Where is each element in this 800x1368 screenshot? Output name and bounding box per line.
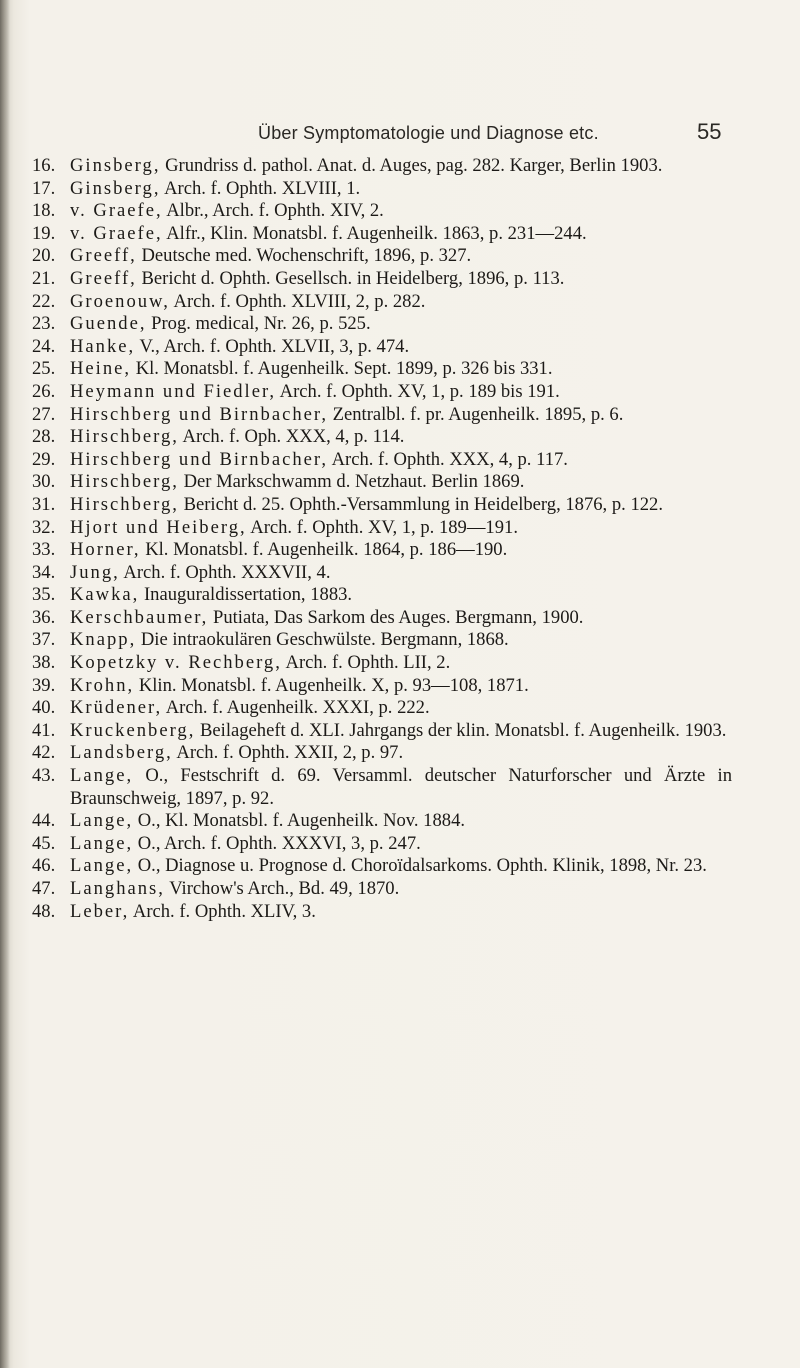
reference-author: Hirschberg, [70,426,179,448]
reference-author: Leber, [70,900,130,922]
reference-number: 24. [32,335,56,357]
reference-author: Hanke, [70,335,136,357]
reference-number: 34. [32,561,56,583]
reference-number: 29. [32,448,56,470]
reference-entry [32,810,732,833]
reference-citation: Arch. f. Ophth. XXXVII, 4. [119,561,331,583]
reference-author: Kruckenberg, [70,719,196,741]
reference-number: 22. [32,290,56,312]
reference-number: 21. [32,267,56,289]
reference-author: Ginsberg, [70,177,161,199]
reference-number: 37. [32,629,56,651]
reference-author: Hirschberg und Birnbacher, [70,403,328,425]
reference-entry [32,878,732,901]
reference-number: 38. [32,652,56,674]
reference-number: 32. [32,516,56,538]
reference-citation: Albr., Arch. f. Ophth. XIV, 2. [162,200,384,222]
reference-citation: Virchow's Arch., Bd. 49, 1870. [164,878,400,899]
reference-entry [32,833,732,856]
page-number: 55 [697,119,722,144]
reference-author: Kerschbaumer, [70,606,209,628]
reference-number: 28. [32,426,56,448]
reference-number: 36. [32,606,56,628]
reference-citation: Bericht d. Ophth. Gesellsch. in Heidelberg, 1896, p. 113. [136,267,565,289]
reference-number: 23. [32,313,56,335]
reference-citation: Deutsche med. Wochenschrift, 1896, p. 327. [136,245,472,267]
reference-citation: Prog. medical, Nr. 26, p. 525. [146,313,371,335]
reference-entry [32,562,732,585]
reference-author: Ginsberg, [70,155,161,176]
reference-author: Heymann und Fiedler, [70,380,277,402]
reference-number: 40. [32,697,56,719]
reference-entry [32,449,732,472]
reference-number: 48. [32,900,56,922]
reference-entry [32,607,732,630]
reference-entry [32,494,732,517]
reference-entry [32,291,732,314]
reference-citation: Kl. Monatsbl. f. Augenheilk. 1864, p. 186—190. [140,539,508,561]
reference-number: 47. [32,878,56,899]
reference-citation: Klin. Monatsbl. f. Augenheilk. X, p. 93—108, 1871. [134,674,529,696]
reference-number: 26. [32,380,56,402]
reference-citation: O., Festschrift d. 69. Versamml. deutscher Naturforscher und Ärzte in Braunschweig, 1897, p. 92. [70,765,732,809]
reference-author: Greeff, [70,267,137,289]
reference-number: 25. [32,358,56,380]
reference-author: Landsberg, [70,742,173,764]
book-spine-shadow [0,0,10,1368]
reference-number: 31. [32,493,56,515]
reference-citation: Putiata, Das Sarkom des Auges. Bergmann, 1900. [208,606,584,628]
reference-entry [32,539,732,562]
reference-citation: Arch. f. Ophth. XXX, 4, p. 117. [327,448,568,470]
reference-author: Hirschberg und Birnbacher, [70,448,328,470]
reference-citation: O., Arch. f. Ophth. XXXVI, 3, p. 247. [133,832,421,854]
reference-author: Krüdener, [70,697,163,719]
reference-entry [32,404,732,427]
reference-author: Horner, [70,539,141,561]
reference-number: 45. [32,832,56,854]
reference-number: 27. [32,403,56,425]
reference-citation: O., Diagnose u. Prognose d. Choroïdalsarkoms. Ophth. Klinik, 1898, Nr. 23. [133,855,707,877]
reference-author: v. Graefe, [70,222,163,244]
reference-number: 46. [32,855,56,877]
reference-citation: Arch. f. Ophth. XLIV, 3. [129,900,316,922]
reference-number: 41. [32,719,56,741]
reference-citation: Inauguraldissertation, 1883. [139,584,353,606]
reference-number: 43. [32,765,56,787]
reference-author: v. Graefe, [70,200,163,222]
reference-citation: Arch. f. Ophth. XV, 1, p. 189 bis 191. [276,380,560,402]
reference-author: Hirschberg, [70,493,179,515]
reference-entry [32,855,732,878]
reference-citation: Alfr., Klin. Monatsbl. f. Augenheilk. 1863, p. 231—244. [162,222,587,244]
reference-citation: Bericht d. 25. Ophth.-Versammlung in Heidelberg, 1876, p. 122. [178,493,663,515]
reference-entry [32,652,732,675]
reference-citation: Arch. f. Augenheilk. XXXI, p. 222. [162,697,430,719]
reference-number: 20. [32,245,56,267]
reference-citation: Der Markschwamm d. Netzhaut. Berlin 1869. [178,471,525,493]
reference-entry [32,765,732,810]
reference-author: Krohn, [70,674,135,696]
reference-number: 42. [32,742,56,764]
reference-author: Knapp, [70,629,137,651]
reference-author: Kawka, [70,584,140,606]
reference-author: Greeff, [70,245,137,267]
reference-author: Hjort und Heiberg, [70,516,247,538]
reference-entry [32,336,732,359]
reference-citation: Arch. f. Ophth. LII, 2. [281,652,451,674]
reference-number: 35. [32,584,56,606]
reference-citation: Kl. Monatsbl. f. Augenheilk. Sept. 1899, p. 326 bis 331. [131,358,553,380]
reference-citation: Arch. f. Ophth. XV, 1, p. 189—191. [246,516,518,538]
reference-entry [32,901,732,924]
running-header: Über Symptomatologie und Diagnose etc. [258,123,599,143]
reference-number: 30. [32,471,56,493]
reference-entry [32,155,732,178]
reference-number: 17. [32,177,56,199]
reference-list [32,155,732,923]
reference-author: Kopetzky v. Rechberg, [70,652,282,674]
reference-number: 19. [32,222,56,244]
reference-entry [32,517,732,540]
reference-entry [32,584,732,607]
reference-number: 33. [32,539,56,561]
reference-entry [32,697,732,720]
reference-number: 44. [32,810,56,832]
reference-author: Lange, [70,765,134,787]
reference-author: Lange, [70,855,134,877]
reference-citation: Die intraokulären Geschwülste. Bergmann, 1868. [136,629,509,651]
reference-entry [32,471,732,494]
reference-entry [32,268,732,291]
reference-citation: V., Arch. f. Ophth. XLVII, 3, p. 474. [135,335,410,357]
reference-entry [32,200,732,223]
reference-entry [32,675,732,698]
reference-author: Lange, [70,832,134,854]
reference-author: Groenouw, [70,290,170,312]
reference-author: Jung, [70,561,120,583]
reference-citation: O., Kl. Monatsbl. f. Augenheilk. Nov. 1884. [133,810,466,832]
reference-entry [32,720,732,743]
reference-citation: Arch. f. Ophth. XXII, 2, p. 97. [172,742,404,764]
reference-author: Heine, [70,358,132,380]
reference-citation: Grundriss d. pathol. Anat. d. Auges, pag. 282. Karger, Berlin 1903. [160,155,663,176]
reference-entry [32,742,732,765]
reference-entry [32,223,732,246]
reference-citation: Arch. f. Oph. XXX, 4, p. 114. [178,426,405,448]
reference-citation: Arch. f. Ophth. XLVIII, 1. [160,177,361,199]
reference-author: Lange, [70,810,134,832]
reference-number: 39. [32,674,56,696]
reference-entry [32,381,732,404]
reference-author: Hirschberg, [70,471,179,493]
reference-entry [32,313,732,336]
reference-entry [32,178,732,201]
reference-citation: Beilageheft d. XLI. Jahrgangs der klin. Monatsbl. f. Augenheilk. 1903. [195,719,727,741]
reference-citation: Zentralbl. f. pr. Augenheilk. 1895, p. 6. [327,403,624,425]
reference-entry [32,426,732,449]
reference-number: 16. [32,155,56,176]
reference-number: 18. [32,200,56,222]
reference-citation: Arch. f. Ophth. XLVIII, 2, p. 282. [169,290,426,312]
reference-author: Langhans, [70,878,165,899]
reference-entry [32,629,732,652]
reference-entry [32,245,732,268]
reference-entry [32,358,732,381]
reference-author: Guende, [70,313,147,335]
